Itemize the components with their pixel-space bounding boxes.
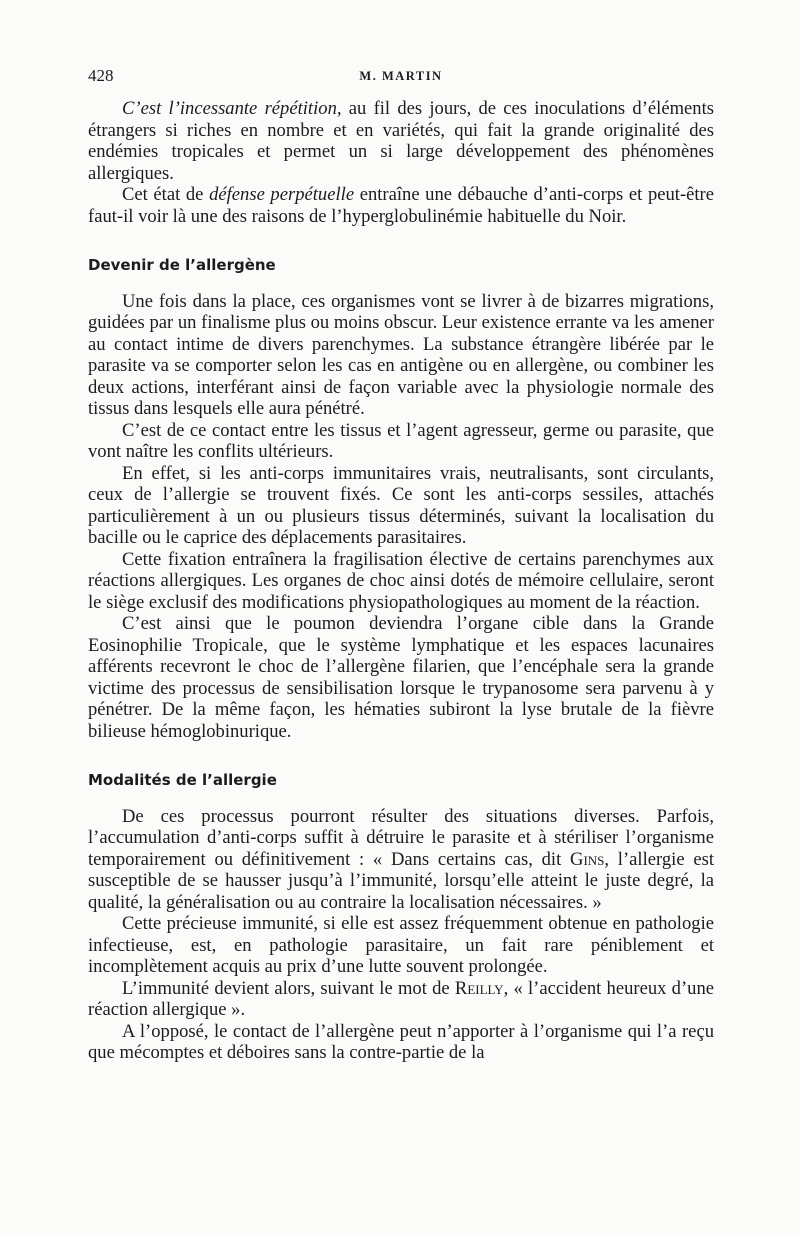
- paragraph: [88, 806, 714, 914]
- emphasis: défense perpétuelle: [209, 184, 355, 205]
- author-name: Reilly: [454, 977, 504, 999]
- body-text: [88, 98, 714, 1064]
- paragraph: [88, 184, 714, 227]
- paragraph: A l’opposé, le contact de l’allergène peut n’apporter à l’organisme qui l’a reçu que mécomptes et déboires sans la contre-partie de la: [88, 1020, 714, 1063]
- section-modalites: [88, 806, 714, 1064]
- page-number: 428: [88, 66, 114, 85]
- paragraph: Une fois dans la place, ces organismes vont se livrer à de bizarres migrations, guidées par un finalisme plus ou moins obscur. Leur existence errante va les amener au contact intime de divers parenchymes. La substance étrangère libérée par le parasite va se comporter selon les cas en antigène ou en allergène, ou combiner les deux actions, interférant ainsi de façon variable avec la physiologie normale des tissus dans lesquels elle aura pénétré.: [88, 290, 714, 419]
- author-name: Gins: [570, 848, 605, 870]
- paragraph-text: , l’allergie est susceptible de se hausser jusqu’à l’immunité, lorsqu’elle atteint le juste degré, la qualité, la généralisation ou au contraire la localisation nécessaires. »: [88, 848, 714, 913]
- paragraph-text: Cet état de: [122, 184, 210, 205]
- paragraph: [88, 98, 714, 184]
- paragraph: C’est de ce contact entre les tissus et l’agent agresseur, germe ou parasite, que vont naître les conflits ultérieurs.: [88, 419, 714, 462]
- paragraph: En effet, si les anti-corps immunitaires vrais, neutralisants, sont circulants, ceux de l’allergie se trouvent fixés. Ce sont les anti-corps sessiles, attachés particulièrement à un ou plusieurs tissus déterminés, suivant la localisation du bacille ou le caprice des déplacements parasitaires.: [88, 462, 714, 548]
- paragraph-text: L’immunité devient alors, suivant le mot de: [122, 977, 455, 999]
- running-head: M. MARTIN: [359, 69, 443, 83]
- section-devenir: [88, 291, 714, 743]
- section-heading: Devenir de l’allergène: [88, 256, 276, 274]
- paragraph-text: au fil des jours, de ces inoculations d’éléments étrangers si riches en nombre et en variétés, qui fait la grande originalité des endémies tropicales et permet un si large développement des phénomènes allergiques.: [88, 98, 714, 184]
- paragraph-text: De ces processus pourront résulter des situations diverses. Parfois, l’accumulation d’anti-corps suffit à détruire le parasite et à stériliser l’organisme temporairement ou définitivement : « Dans certains cas, dit: [88, 805, 714, 870]
- page-header: [88, 60, 714, 98]
- paragraph-text: entraîne une débauche d’anti-corps et peut-être faut-il voir là une des raisons de l’hyperglobulinémie habituelle du Noir.: [88, 184, 715, 227]
- paragraph-text: , « l’accident heureux d’une réaction allergique ».: [88, 977, 714, 1020]
- paragraph: C’est ainsi que le poumon deviendra l’organe cible dans la Grande Eosinophilie Tropicale, que le système lymphatique et les espaces lacunaires afférents recevront le choc de l’allergène filarien, que l’encéphale sera la grande victime des processus de sensibilisation lorsque le trypanosome sera parvenu à y pénétrer. De la même façon, les hématies subiront la lyse brutale de la fièvre bilieuse hémoglobinurique.: [88, 613, 714, 742]
- paragraph: [88, 978, 714, 1021]
- section-heading: Modalités de l’allergie: [88, 771, 277, 789]
- paragraph: Cette fixation entraînera la fragilisation élective de certains parenchymes aux réactions allergiques. Les organes de choc ainsi dotés de mémoire cellulaire, seront le siège exclusif des modifications physiopathologiques au moment de la réaction.: [88, 548, 714, 613]
- paragraph: Cette précieuse immunité, si elle est assez fréquemment obtenue en pathologie infectieuse, est, en pathologie parasitaire, un fait rare péniblement et incomplètement acquis au prix d’une lutte souvent prolongée.: [88, 913, 714, 977]
- emphasis: C’est l’incessante répétition,: [122, 98, 342, 119]
